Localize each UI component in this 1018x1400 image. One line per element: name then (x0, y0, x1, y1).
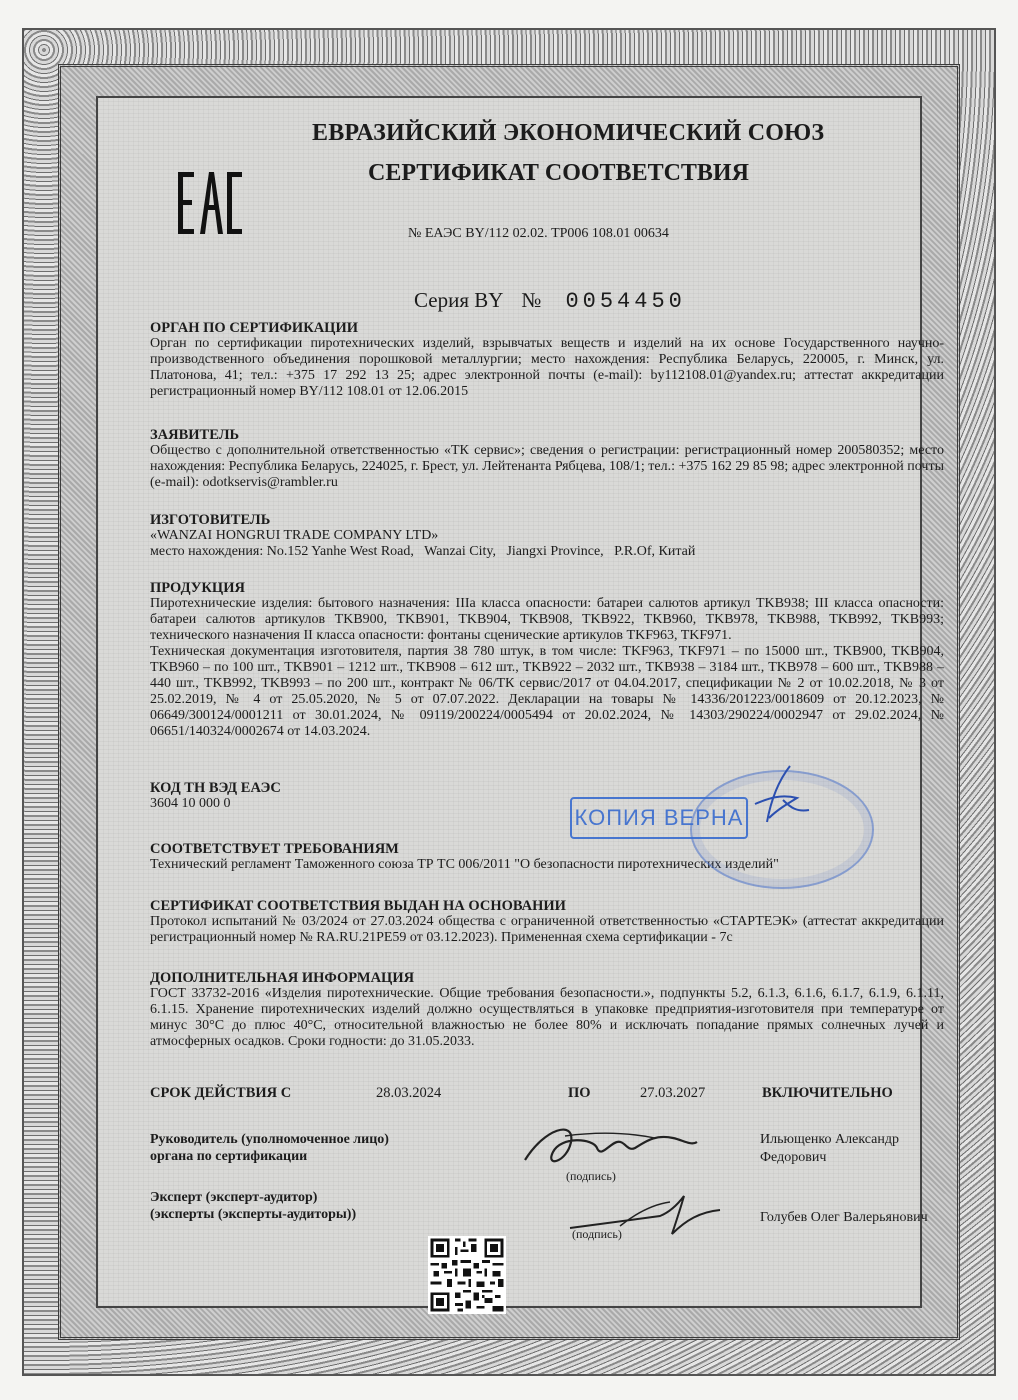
section-title: ПРОДУКЦИЯ (150, 580, 245, 596)
expert-sign-caption: (подпись) (572, 1227, 622, 1241)
section-basis (150, 898, 944, 946)
eac-logo-icon (176, 170, 244, 236)
expert-role-line: Эксперт (эксперт-аудитор) (150, 1190, 318, 1205)
product-description: Пиротехнические изделия: бытового назначения: IIIа класса опасности: батареи салютов артикул TKB938; III класса опасности: батареи салютов артикулов TKB900, TKB901, TKB904, TKB908, TKB922, TKB960, TKB978, TKB988, TKB992, TKB993; технического назначения II класса опасности: фонтаны сценические артикулов TKF963, TKF971. (150, 596, 944, 643)
manufacturer-address: место нахождения: No.152 Yanhe West Road, Wanzai City, Jiangxi Province, P.R.Of, Китай (150, 544, 696, 559)
section-product (150, 580, 944, 740)
head-name-line: Ильющенко Александр (760, 1132, 899, 1147)
section-title: КОД ТН ВЭД ЕАЭС (150, 780, 281, 796)
validity-to-date: 27.03.2027 (640, 1085, 706, 1101)
section-body: Протокол испытаний № 03/2024 от 27.03.2024 общества с ограниченной ответственностью «СТАРТЕЭК» (аттестат аккредитации регистрационный номер № RA.RU.21PE59 от 03.12.2023). Примененная схема сертификации - 7с (150, 914, 944, 945)
head-name (760, 1131, 899, 1167)
section-body: Общество с дополнительной ответственностью «ТК сервис»; сведения о регистрации: регистрационный номер 200580352; место нахождения: Республика Беларусь, 224025, г. Брест, ул. Лейтенанта Рябцева, 108/1; тел.: +375 162 29 85 98; адрес электронной почты (e-mail): odotkservis@rambler.ru (150, 443, 944, 490)
validity-line (150, 1085, 944, 1105)
expert-role-line: (эксперты (эксперты-аудиторы)) (150, 1207, 357, 1222)
copy-verified-stamp: КОПИЯ ВЕРНА (570, 797, 748, 839)
series-line (414, 288, 686, 314)
section-manufacturer (150, 512, 944, 560)
stamp-signature (735, 760, 815, 830)
section-title: СЕРТИФИКАТ СООТВЕТСТВИЯ ВЫДАН НА ОСНОВАНИИ (150, 898, 566, 914)
section-body: ГОСТ 33732-2016 «Изделия пиротехнические. Общие требования безопасности.», подпункты 5.2, 6.1.3, 6.1.6, 6.1.7, 6.1.9, 6.1.11, 6.1.15. Хранение пиротехнических изделий должно осуществляться в упаковке предприятия-изготовителя при температуре от минус 30°С до плюс 40°С, относительной влажностью не более 80% и исключать попадание прямых солнечных лучей и атмосферных осадков. Сроки годности: до 31.05.2033. (150, 986, 944, 1049)
series-label: Серия BY (414, 288, 504, 312)
expert-role (150, 1189, 356, 1223)
validity-from-date: 28.03.2024 (376, 1085, 442, 1101)
section-authority (150, 320, 944, 400)
section-body: Орган по сертификации пиротехнических изделий, взрывчатых веществ и изделий на их основе Государственного научно-производственного объединения порошковой металлургии; место нахождения: Республика Беларусь, 220005, г. Минск, ул. Платонова, 41; тел.: +375 17 292 13 25; адрес электронной почты (e-mail): by112108.01@yandex.ru; аттестат аккредитации регистрационный номер BY/112 108.01 от 12.06.2015 (150, 336, 944, 399)
head-role (150, 1131, 389, 1165)
section-title: ЗАЯВИТЕЛЬ (150, 427, 240, 443)
section-body: Технический регламент Таможенного союза ТР ТС 006/2011 "О безопасности пиротехнических изделий" (150, 857, 779, 872)
section-additional (150, 970, 944, 1050)
head-sign-caption: (подпись) (566, 1169, 616, 1183)
manufacturer-name: «WANZAI HONGRUI TRADE COMPANY LTD» (150, 528, 439, 543)
validity-from-label: СРОК ДЕЙСТВИЯ С (150, 1085, 292, 1101)
qr-code-icon (428, 1236, 506, 1314)
certificate-title: СЕРТИФИКАТ СООТВЕТСТВИЯ (368, 160, 749, 186)
section-title: ОРГАН ПО СЕРТИФИКАЦИИ (150, 320, 359, 336)
head-name-line: Федорович (760, 1150, 827, 1165)
series-no-sign: № (521, 288, 542, 312)
union-title: ЕВРАЗИЙСКИЙ ЭКОНОМИЧЕСКИЙ СОЮЗ (312, 120, 825, 146)
series-number: 0054450 (565, 289, 686, 314)
section-title: СООТВЕТСТВУЕТ ТРЕБОВАНИЯМ (150, 841, 399, 857)
expert-name: Голубев Олег Валерьянович (760, 1210, 928, 1225)
head-role-line: органа по сертификации (150, 1149, 308, 1164)
validity-to-label: ПО (568, 1085, 591, 1101)
product-batch: Техническая документация изготовителя, партия 38 780 штук, в том числе: TKF963, TKF971 – по 15000 шт., TKB900, TKB904, TKB960 – по 100 шт., TKB901 – 1212 шт., TKB908 – 612 шт., TKB922 – 2032 шт., TKB938 – 3184 шт., TKB978 – 600 шт., TKB988 – 440 шт., TKB992, TKB993 – по 200 шт., контракт № 06/ТК сервис/2017 от 04.04.2017, спецификации № 2 от 10.02.2018, № 3 от 25.02.2019, № 4 от 25.05.2020, № 5 от 07.07.2022. Декларации на товары № 14336/201223/0018609 от 20.12.2023, № 06649/300124/0001211 от 30.01.2024, № 09119/200224/0005494 от 20.02.2024, № 14303/290224/0002947 от 29.02.2024, № 06651/140324/0002674 от 14.03.2024. (150, 644, 944, 739)
head-signature (505, 1108, 705, 1178)
section-applicant (150, 427, 944, 491)
section-title: ДОПОЛНИТЕЛЬНАЯ ИНФОРМАЦИЯ (150, 970, 415, 986)
hs-code: 3604 10 000 0 (150, 796, 231, 811)
head-role-line: Руководитель (уполномоченное лицо) (150, 1132, 389, 1147)
validity-inclusive: ВКЛЮЧИТЕЛЬНО (762, 1085, 893, 1101)
section-title: ИЗГОТОВИТЕЛЬ (150, 512, 271, 528)
registration-number: № ЕАЭС BY/112 02.02. ТР006 108.01 00634 (408, 226, 669, 241)
